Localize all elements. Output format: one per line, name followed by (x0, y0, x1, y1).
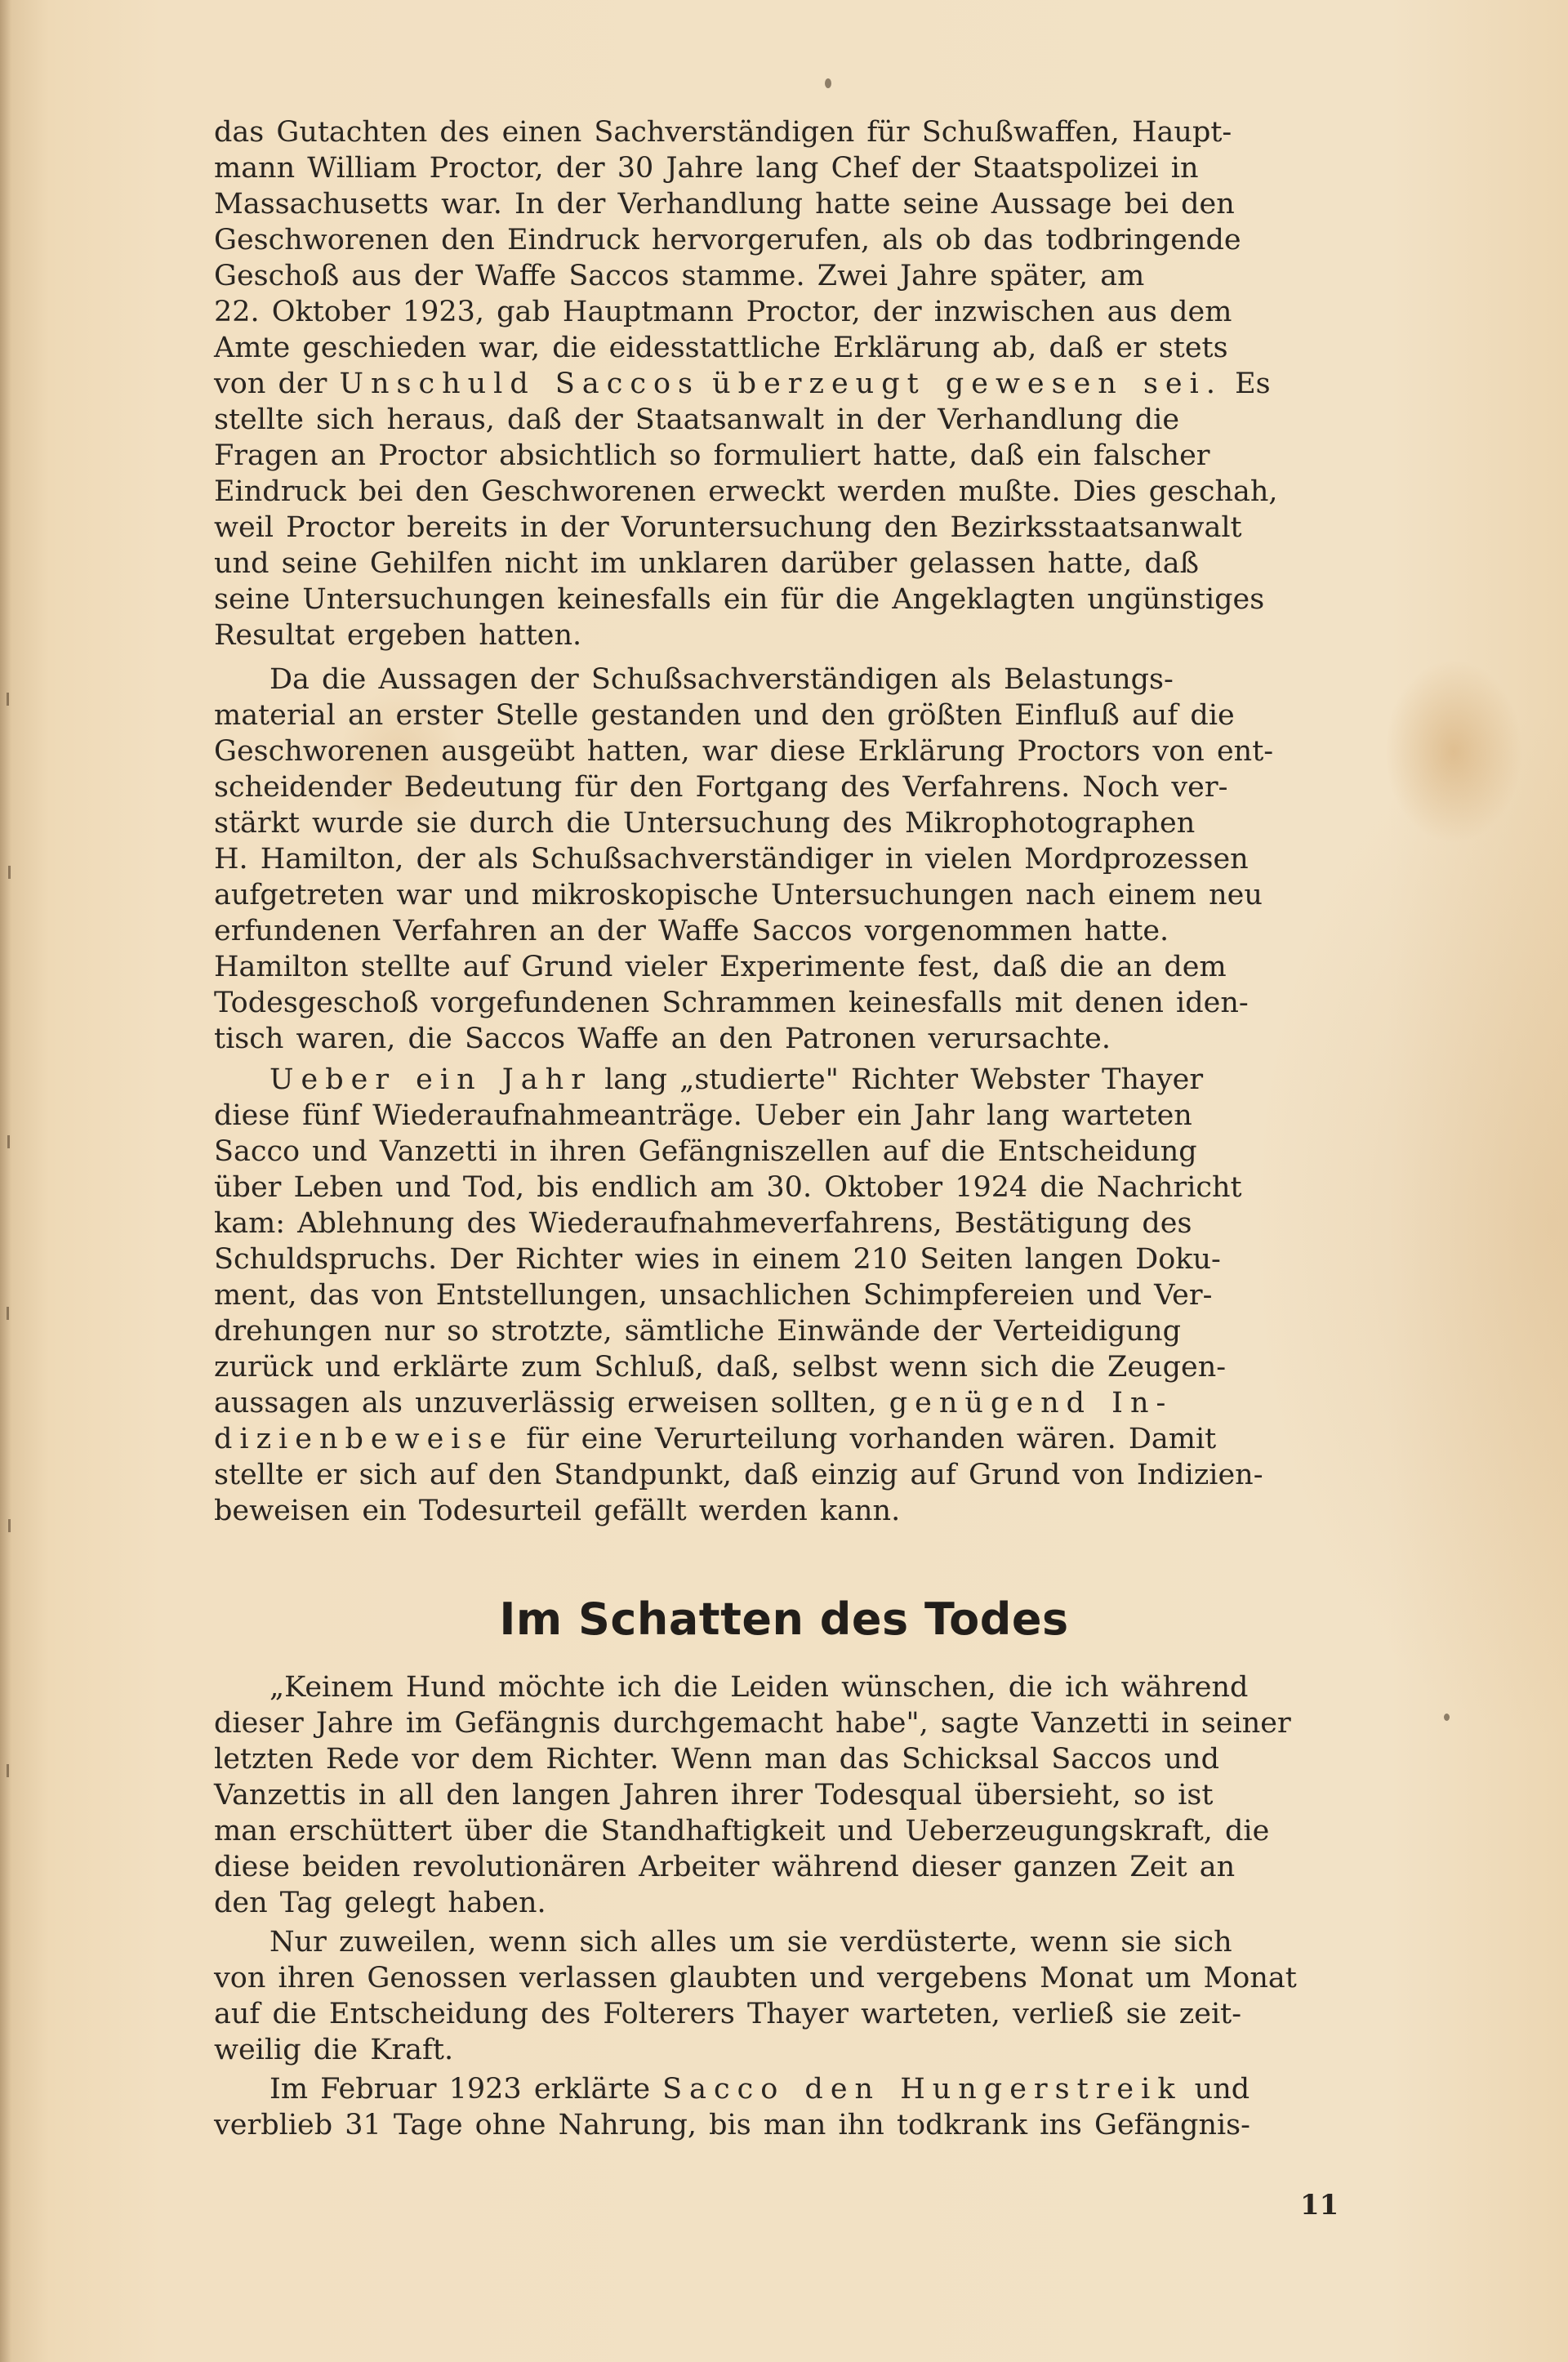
text-line: „Keinem Hund möchte ich die Leiden wünschen, die ich während (270, 1671, 1249, 1704)
text-line: Sacco und Vanzetti in ihren Gefängniszellen auf die Entscheidung (214, 1135, 1197, 1168)
margin-tick (7, 1307, 9, 1320)
text-fragment: Im Februar 1923 erklärte (270, 2073, 663, 2106)
margin-tick (7, 1135, 10, 1148)
text-line: man erschüttert über die Standhaftigkeit und Ueberzeugungskraft, die (214, 1815, 1270, 1847)
text-line: kam: Ablehnung des Wiederaufnahmeverfahrens, Bestätigung des (214, 1207, 1192, 1240)
ink-speck (1444, 1714, 1450, 1721)
text-line: stellte er sich auf den Standpunkt, daß einzig auf Grund von Indizien- (214, 1459, 1263, 1491)
text-line: beweisen ein Todesurteil gefällt werden kann. (214, 1495, 901, 1527)
text-line: diese beiden revolutionären Arbeiter während dieser ganzen Zeit an (214, 1851, 1236, 1883)
margin-tick (8, 1519, 11, 1532)
text-line: tisch waren, die Saccos Waffe an den Patronen verursachte. (214, 1023, 1111, 1055)
text-fragment: für eine Verurteilung vorhanden wären. Damit (514, 1423, 1217, 1455)
margin-tick (7, 693, 9, 706)
text-line: Resultat ergeben hatten. (214, 619, 582, 652)
spaced-text: genügend In- (889, 1387, 1174, 1419)
page-number: 11 (1300, 2189, 1339, 2222)
spaced-text: überzeugt gewesen sei. (712, 368, 1223, 400)
text-line-spaced (270, 2071, 1357, 2107)
text-line: Geschworenen den Eindruck hervorgerufen, als ob das todbringende (214, 224, 1241, 256)
ink-speck (825, 78, 831, 88)
text-fragment: Es (1222, 368, 1271, 400)
text-line: weil Proctor bereits in der Voruntersuchung den Bezirksstaatsanwalt (214, 511, 1242, 544)
text-line: den Tag gelegt haben. (214, 1887, 546, 1919)
text-line: letzten Rede vor dem Richter. Wenn man das Schicksal Saccos und (214, 1743, 1219, 1776)
text-line: auf die Entscheidung des Folterers Thayer warteten, verließ sie zeit- (214, 1998, 1242, 2030)
text-line: von ihren Genossen verlassen glaubten und vergebens Monat um Monat (214, 1962, 1297, 1994)
text-line: Geschworenen ausgeübt hatten, war diese Erklärung Proctors von ent- (214, 735, 1274, 768)
text-line: Todesgeschoß vorgefundenen Schrammen keinesfalls mit denen iden- (214, 987, 1249, 1019)
spaced-text: dizienbeweise (214, 1423, 514, 1455)
text-line: das Gutachten des einen Sachverständigen für Schußwaffen, Haupt- (214, 116, 1232, 149)
text-line: mann William Proctor, der 30 Jahre lang Chef der Staatspolizei in (214, 152, 1199, 185)
text-line: drehungen nur so strotzte, sämtliche Einwände der Verteidigung (214, 1315, 1182, 1348)
text-line-spaced (214, 1421, 1357, 1457)
text-line-spaced (214, 1385, 1357, 1421)
text-line: Amte geschieden war, die eidesstattliche Erklärung ab, daß er stets (214, 332, 1228, 364)
page-edge-shadow (0, 0, 11, 2362)
spaced-text: Ueber ein Jahr (270, 1063, 592, 1096)
text-line: Massachusetts war. In der Verhandlung hatte seine Aussage bei den (214, 188, 1235, 221)
text-line: verblieb 31 Tage ohne Nahrung, bis man ihn todkrank ins Gefängnis- (214, 2109, 1250, 2141)
text-line: seine Untersuchungen keinesfalls ein für die Angeklagten ungünstiges (214, 583, 1265, 616)
text-line: Fragen an Proctor absichtlich so formuliert hatte, daß ein falscher (214, 439, 1210, 472)
margin-tick (8, 866, 11, 879)
text-line: Schuldspruchs. Der Richter wies in einem 210 Seiten langen Doku- (214, 1243, 1221, 1276)
text-line: erfundenen Verfahren an der Waffe Saccos vorgenommen hatte. (214, 915, 1169, 947)
text-line: und seine Gehilfen nicht im unklaren darüber gelassen hatte, daß (214, 547, 1199, 580)
text-line: stärkt wurde sie durch die Untersuchung des Mikrophotographen (214, 807, 1196, 840)
spaced-text: Unschuld Saccos (339, 368, 700, 400)
text-fragment: lang „studierte" Richter Webster Thayer (591, 1063, 1204, 1096)
text-line: zurück und erklärte zum Schluß, daß, selbst wenn sich die Zeugen- (214, 1351, 1227, 1384)
text-fragment: aussagen als unzuverlässig erweisen sollten, (214, 1387, 889, 1419)
text-line: ment, das von Entstellungen, unsachlichen Schimpfereien und Ver- (214, 1279, 1213, 1312)
text-line: Nur zuweilen, wenn sich alles um sie verdüsterte, wenn sie sich (270, 1926, 1232, 1959)
text-line: diese fünf Wiederaufnahmeanträge. Ueber ein Jahr lang warteten (214, 1099, 1192, 1132)
text-line: über Leben und Tod, bis endlich am 30. Oktober 1924 die Nachricht (214, 1171, 1242, 1204)
text-line: H. Hamilton, der als Schußsachverständiger in vielen Mordprozessen (214, 843, 1249, 876)
text-line: weilig die Kraft. (214, 2034, 454, 2066)
text-line: Da die Aussagen der Schußsachverständigen als Belastungs- (270, 663, 1174, 696)
text-line: Vanzettis in all den langen Jahren ihrer Todesqual übersieht, so ist (214, 1779, 1214, 1812)
spaced-text: Sacco den Hungerstreik (662, 2073, 1183, 2106)
text-line: material an erster Stelle gestanden und den größten Einfluß auf die (214, 699, 1235, 732)
text-line: stellte sich heraus, daß der Staatsanwalt in der Verhandlung die (214, 403, 1180, 436)
text-line: Hamilton stellte auf Grund vieler Experimente fest, daß die an dem (214, 951, 1227, 983)
section-heading: Im Schatten des Todes (499, 1593, 1069, 1645)
text-line-spaced (214, 366, 1357, 402)
text-line: scheidender Bedeutung für den Fortgang des Verfahrens. Noch ver- (214, 771, 1228, 804)
margin-tick (7, 1764, 9, 1777)
text-line: dieser Jahre im Gefängnis durchgemacht habe", sagte Vanzetti in seiner (214, 1707, 1291, 1740)
text-line: Geschoß aus der Waffe Saccos stamme. Zwei Jahre später, am (214, 260, 1145, 292)
text-fragment: von der (214, 368, 340, 400)
text-fragment: und (1182, 2073, 1250, 2106)
text-line-spaced (270, 1062, 1357, 1098)
text-line: 22. Oktober 1923, gab Hauptmann Proctor, der inzwischen aus dem (214, 296, 1232, 328)
text-line: Eindruck bei den Geschworenen erweckt werden mußte. Dies geschah, (214, 475, 1278, 508)
text-line: aufgetreten war und mikroskopische Untersuchungen nach einem neu (214, 879, 1263, 911)
